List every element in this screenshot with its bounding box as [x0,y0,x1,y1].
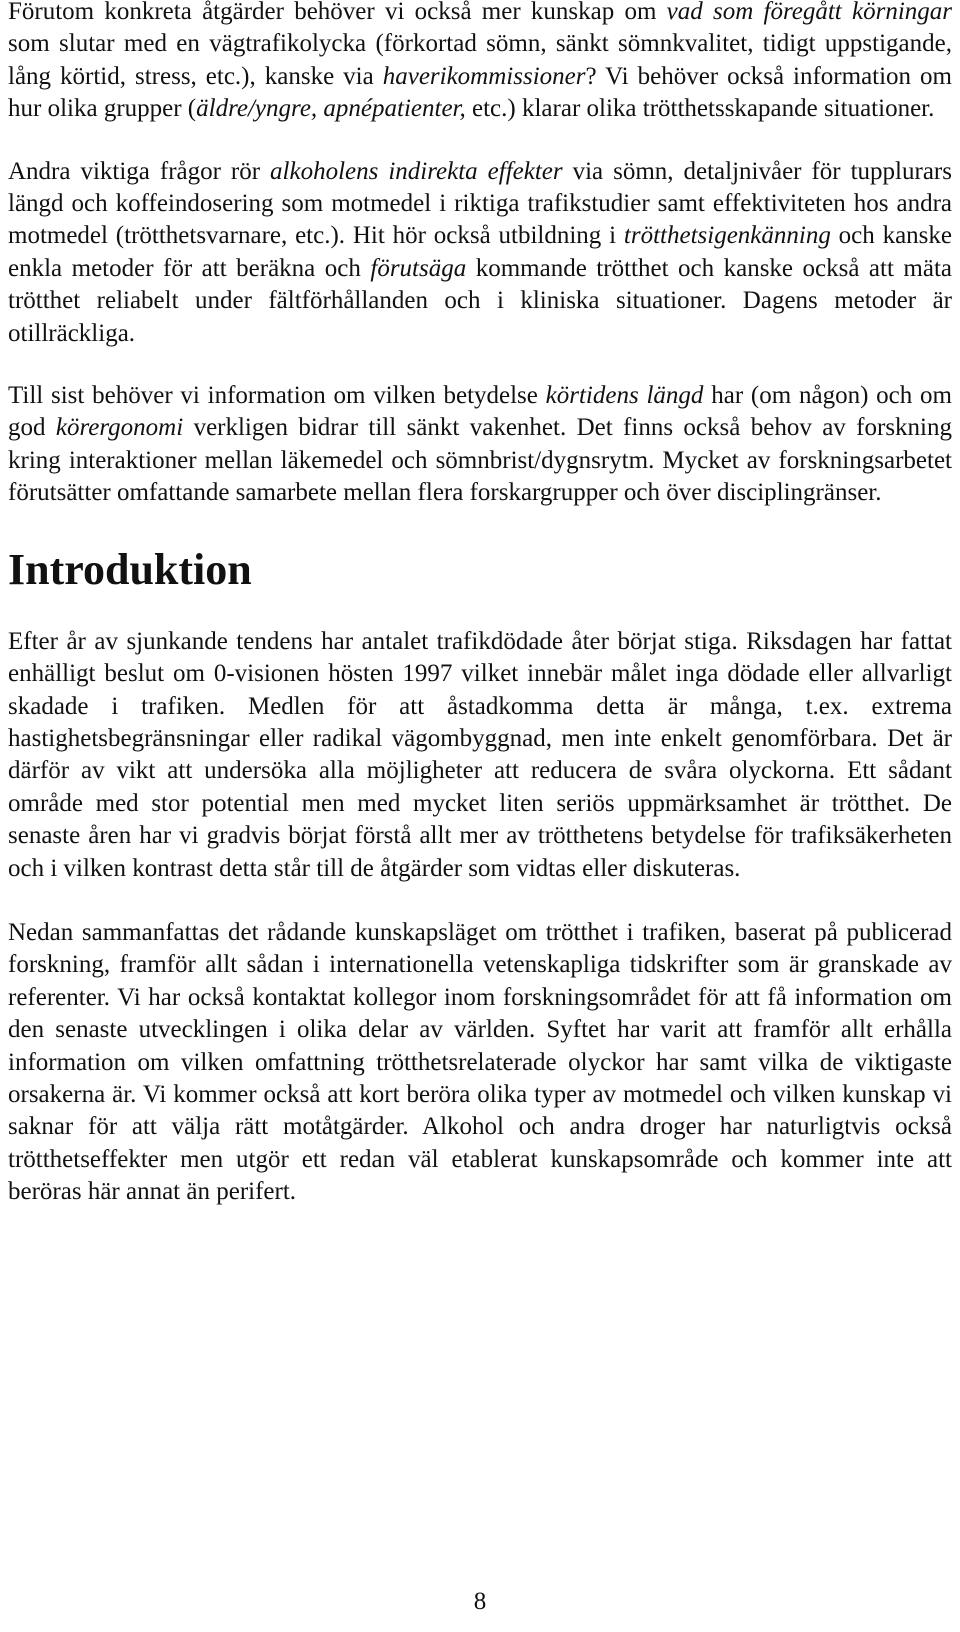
italic-text: äldre/yngre, apnépatienter, [196,95,466,123]
paragraph-intro-2: Nedan sammanfattas det rådande kunskapsläget om trötthet i trafiken, baserat på publicerad forskning, framför allt sådan i internationella vetenskapliga tidskrifter som är granskade av referenter. Vi har också kontaktat kollegor inom forskningsområdet för att få information om den senaste utvecklingen i olika delar av världen. Syftet har varit att framför allt erhålla information om vilken omfattning trötthetsrelaterade olyckor har samt vilka de viktigaste orsakerna är. Vi kommer också att kort beröra olika typer av motmedel och vilken kunskap vi saknar för att välja rätt motåtgärder. Alkohol och andra droger har naturligtvis också trötthetseffekter men utgör ett redan väl etablerat kunskapsområde och kommer inte att beröras här annat än perifert. [8,918,952,1206]
paragraph-finally: Till sist behöver vi information om vilken betydelse körtidens längd har (om någon) och om god körergonomi verkligen bidrar till sänkt vakenhet. Det finns också behov av forskning kring interaktioner mellan läkemedel och sömnbrist/dygnsrytm. Mycket av forskningsarbetet förutsätter omfattande samarbete mellan flera forskargrupper och över disciplingränser. [8,382,953,507]
paragraph-other-questions: Andra viktiga frågor rör alkoholens indirekta effekter via sömn, detaljnivåer för tupplurars längd och koffeindosering som motmedel i riktiga trafikstudier samt effektiviteten hos andra motmedel (trötthetsvarnare, etc.). Hit hör också utbildning i trötthetsigenkänning och kanske enkla metoder för att beräkna och förutsäga kommande trötthet och kanske också att mäta trötthet reliabelt under fältförhållanden och i kliniska situationer. Dagens metoder är otillräckliga. [8,157,952,347]
italic-text: alkoholens indirekta effekter [270,157,563,185]
section-heading-introduction: Introduktion [8,544,252,594]
paragraph-intro-1: Efter år av sjunkande tendens har antalet trafikdödade åter börjat stiga. Riksdagen har fattat enhälligt beslut om 0-visionen hösten 1997 vilket innebär målet inga dödade eller allvarligt skadade i trafiken. Medlen för att åstadkomma detta är många, t.ex. extrema hastighetsbegränsningar eller radikal vägombyggnad, men inte enkelt genomförbara. Det är därför av vikt att undersöka alla möjligheter att reducera de svåra olyckorna. Ett sådant område med stor potential men med mycket liten seriös uppmärksamhet är trötthet. De senaste åren har vi gradvis börjat förstå allt mer av trötthetens betydelse för trafiksäkerheten och i vilken kontrast detta står till de åtgärder som vidtas eller diskuteras. [8,627,952,882]
page-number: 8 [473,1588,487,1615]
italic-text: trötthetsigenkänning [623,222,831,250]
paragraph-research-needs: Förutom konkreta åtgärder behöver vi också mer kunskap om vad som föregått körningar som slutar med en vägtrafikolycka (förkortad sömn, sänkt sömnkvalitet, tidigt uppstigande, lång körtid, stress, etc.), kanske via haverikommissioner? Vi behöver också information om hur olika grupper (äldre/yngre, apnépatienter, etc.) klarar olika trötthetsskapande situationer. [8,0,952,123]
italic-text: haverikommissioner [382,62,586,90]
italic-text: körtidens längd [545,382,704,410]
italic-text: vad som föregått körningar [666,0,952,25]
italic-text: förutsäga [370,254,467,282]
italic-text: körergonomi [55,414,184,442]
document-page [8,0,952,1209]
